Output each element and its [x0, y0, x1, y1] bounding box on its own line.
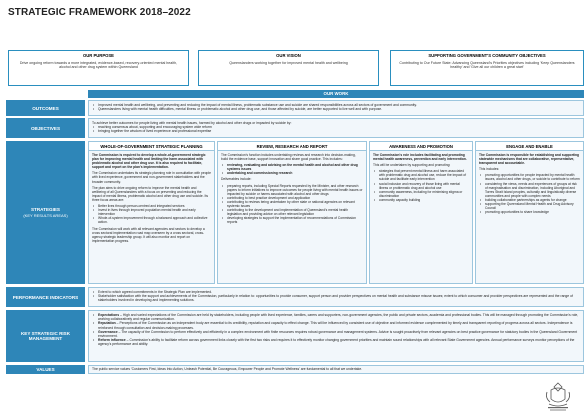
performance-label [6, 287, 85, 307]
risk-label [6, 310, 85, 362]
outcomes-label [6, 100, 85, 116]
list-item: • undertaking and commissioning research [221, 171, 363, 175]
risk-text: – Commission's ability to facilitate reform across government links closely with the first two risks and requires it to effectively monitor changing government priorities and maintain sound relationships with all relevant State Government agencies. Annual performance surveys monitor perceptions of the agency's performance and ability. [98, 338, 575, 347]
list-item: • Invest in lives through improved population mental health and early intervention [92, 208, 211, 216]
objectives-label-text: OBJECTIVES [30, 125, 61, 131]
vision-heading: OUR VISION [276, 53, 301, 58]
list-item: • strategies that prevent mental illness and harm associated with problematic drug and alcohol use, reduce the impact of suicide and facilitate early intervention [373, 169, 469, 181]
objectives-cell [88, 118, 584, 138]
strategy-paragraph: The Commission's function includes undertaking reviews and research into decision-making, build the evidence base, support innovation and share good practice. This includes: [221, 153, 356, 162]
strategy-heading: ENGAGE AND ENABLE [476, 142, 583, 151]
list-item [92, 330, 580, 338]
risk-text: – The capacity of the Commission to perform effectively and efficiently in a complex environment with finite resources requires robust governance and management systems. Advice is sought proactively from relevant agencies on best practice governance for statutory bodies in the Queensland Government environment. [98, 329, 578, 339]
purpose-box [8, 50, 189, 86]
outcomes-cell [88, 100, 584, 116]
strategies-sub-label: (KEY RESULTS AREAS) [23, 213, 68, 218]
risk-text: – High and varied expectations of the Commission are held by stakeholders, including people with lived experience, families, carers and supporters, non-government agencies, the public and private sectors, academia and professional bodies. This will be managed through promoting the Commission's role, working collaboratively and regular communication. [98, 313, 579, 322]
strategy-heading: WHOLE-OF-GOVERNMENT STRATEGIC PLANNING [89, 142, 214, 151]
supporting-objectives-heading: SUPPORTING GOVERNMENT'S COMMUNITY OBJECTIVES [428, 53, 546, 58]
supporting-objectives-box [390, 50, 584, 86]
strategy-paragraph: The Commission undertakes its strategic planning role in consultation with people with lived experience, government and non-government stakeholders and the broader community. [92, 171, 211, 184]
risk-cell [88, 310, 584, 362]
strategy-column-engage [475, 141, 584, 284]
performance-cell [88, 287, 584, 307]
risk-title: Reputation [98, 321, 116, 326]
list-item: • Whole-of-system improvement through a balanced approach and collective action. [92, 216, 211, 224]
list-item: • reviewing, evaluating and advising on the mental health and alcohol and other drug systems issues [221, 163, 363, 171]
vision-box [198, 50, 379, 86]
performance-label-text: PERFORMANCE INDICATORS [12, 294, 79, 300]
strategies-label [6, 141, 85, 284]
objectives-intro: To achieve better outcomes for people living with mental health issues, harmed by alcohol and other drugs or impacted by suicide by: [92, 121, 292, 125]
risk-title: Reform influence [98, 338, 126, 343]
values-label-text: VALUES [36, 367, 55, 372]
strategy-paragraph: Deliverables include: [221, 177, 252, 182]
risk-text: – Perceptions of the Commission as an independent body are essential to its credibility, reputation and capacity to effect change. This will be influenced by consistent use of objective and informed evidence complemented by timely and transparent reporting of progress across all sectors. Independence is reinforced through consultation and decision-making processes. [98, 321, 573, 330]
list-item: • community capacity building [373, 198, 469, 202]
strategy-paragraph: The plan aims to drive ongoing reform to improve the mental health and wellbeing of all Queenslanders with a focus on preventing and reducing the impact of mental illness, problematic alcohol and other drug use and suicide. Its three focus areas are: [92, 185, 209, 202]
list-item: • promoting opportunities for people impacted by mental health issues, alcohol and other drugs, or suicide to contribute to reform [479, 173, 580, 181]
list-item: • contributing to reviews being undertaken by other state or national agencies on relevant systemic issues [221, 200, 363, 208]
list-item: • supporting the Queensland Mental Health and Drug Advisory Council [479, 202, 580, 210]
list-item: • reaching consensus about, supporting and encouraging system wide reform [92, 125, 580, 129]
list-item: • contributing to best practice development and application [221, 196, 363, 200]
vision-text: Queenslanders working together for improved mental health and wellbeing [229, 61, 348, 65]
list-item: • building collaborative partnerships as agents for change [479, 198, 580, 202]
strategy-column-awareness [369, 141, 473, 284]
strategy-paragraph: This will be undertaken by supporting and promoting: [373, 163, 451, 168]
strategy-paragraph: The Commission's role includes facilitating and promoting mental health awareness, prevention and early intervention. [373, 153, 467, 162]
objectives-label [6, 118, 85, 138]
list-item: • Stakeholder satisfaction with the support and achievements of the Commission, particularly in relation to: opportunities to provide consumer, support person and provider perspectives on mental health and substance misuse issues; extent to which consumer and provider perspectives are represented and the range of stakeholders involved in developing and implementing solutions. [92, 294, 580, 302]
purpose-text: Drive ongoing reform towards a more integrated, evidence-based, recovery-oriented mental health, alcohol and other drug system within Queensland [19, 61, 178, 70]
list-item: • Extent to which agreed commitments in the Strategic Plan are implemented. [92, 290, 580, 294]
list-item: • contributing to the development and implementation of Queensland's mental health legislation and providing advice on other relevant legislation [221, 208, 363, 216]
list-item: • considering the views, needs and experiences of groups at risk of marginalisation and discrimination, including Aboriginal and Torres Strait Island peoples, culturally and linguistically diverse communities and people with complex needs [479, 182, 580, 198]
strategy-column-review [217, 141, 367, 284]
risk-label-text: KEY STRATEGIC RISK MANAGEMENT [20, 331, 71, 341]
values-cell [88, 365, 584, 374]
list-item: • bringing together the wisdom of lived experience and professional expertise [92, 129, 580, 133]
list-item [92, 338, 580, 346]
purpose-heading: OUR PURPOSE [83, 53, 114, 58]
values-label [6, 365, 85, 374]
strategy-paragraph: The Commission will work with all relevant agencies and sectors to develop a cross sectoral implementation road map overseen by a cross sectoral, cross-agency strategic leadership group. It will also monitor and report on implementation progress. [92, 226, 205, 243]
outcomes-label-text: OUTCOMES [32, 105, 59, 111]
list-item: • developing strategies to support the implementation of recommendations of Commission reports [221, 216, 363, 224]
supporting-objectives-text: Contributing to Our Future State: Advancing Queensland's Priorities objectives including 'Keep Queenslanders healthy' and 'Give all our children a great start' [399, 61, 575, 70]
strategy-heading: REVIEW, RESEARCH AND REPORT [218, 142, 366, 151]
our-work-banner: OUR WORK [88, 90, 584, 98]
strategy-paragraph: The Commission is required to develop a whole-of-government strategic plan for improving mental health and limiting the harm associated with problematic alcohol and other drug use. It is also required to facilitate, support and report on the plan's implementation. [92, 153, 206, 170]
strategy-paragraph: The Commission is responsible for establishing and supporting statewide mechanisms that are collaborative, representative, transparent and accountable. [479, 153, 580, 166]
risk-title: Expectations [98, 313, 120, 317]
list-item: • social inclusion and recovery of those living with mental illness or problematic drug and alcohol use [373, 182, 469, 190]
list-item: • preparing reports, including Special Reports requested by the Minister, and other research papers to inform initiatives to improve outcomes for people living with mental health issues or impacted by suicide or harms associated with alcohol and other drugs [221, 184, 363, 196]
page-title: STRATEGIC FRAMEWORK 2018–2022 [8, 7, 191, 18]
list-item [92, 321, 580, 329]
risk-title: Governance [98, 329, 118, 334]
list-item: • Better lives through person-centred and integrated services [92, 204, 211, 208]
list-item: • Queenslanders living with mental health difficulties, mental illness or problematic alcohol and other drug use, and those affected by suicide, are better supported to live well and with purpose. [92, 107, 580, 111]
queensland-government-crest-icon [540, 380, 576, 412]
list-item: • community awareness, including for minimising stigma or discrimination [373, 190, 469, 198]
strategy-column-planning [88, 141, 215, 284]
strategy-heading: AWARENESS AND PROMOTION [370, 142, 472, 151]
list-item: • promoting opportunities to share knowledge [479, 210, 580, 214]
strategy-paragraph: This includes: [479, 167, 500, 172]
list-item: • Improved mental health and wellbeing, and preventing and reducing the impact of mental illness, problematic substance use and suicide are shared responsibilities across all sectors of government and community. [92, 103, 580, 107]
list-item [92, 313, 580, 321]
strategies-label-text: STRATEGIES [30, 207, 60, 212]
values-text: The public service values 'Customers First, Ideas Into Action, Unleash Potential, Be Courageous, Empower People and Promote Wellness' are fundamental to all that we undertake. [92, 367, 363, 371]
